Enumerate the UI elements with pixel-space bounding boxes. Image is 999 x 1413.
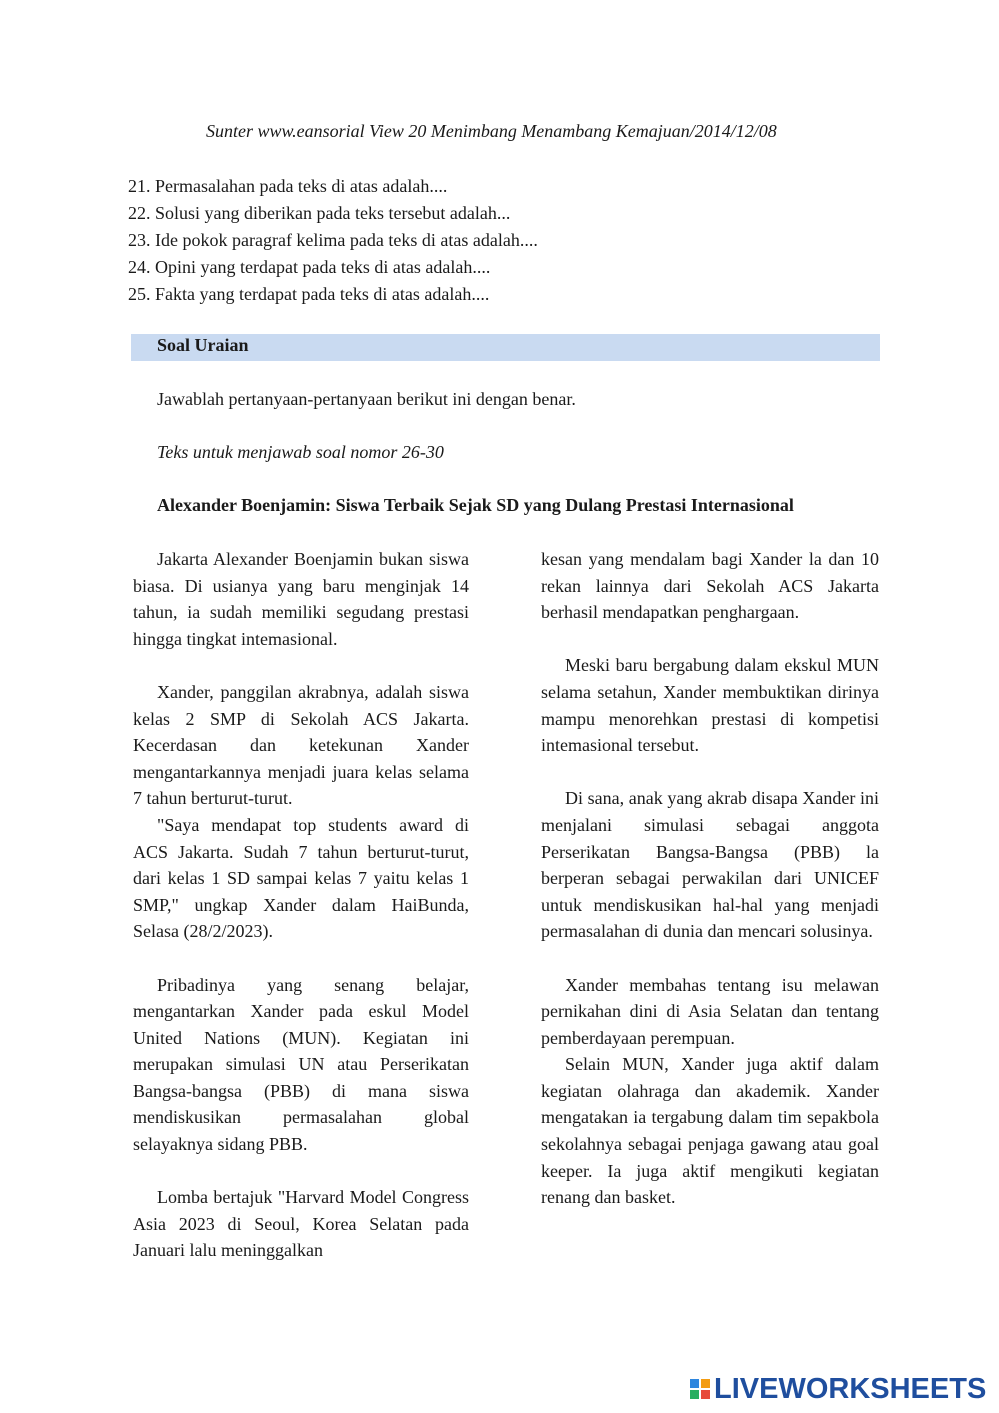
question-item: 21. Permasalahan pada teks di atas adalah.... [128, 176, 448, 196]
article-paragraph: Jakarta Alexander Boenjamin bukan siswa biasa. Di usianya yang baru menginjak 14 tahun, ia sudah memiliki segudang prestasi hingga tingkat intemasional. [133, 549, 469, 649]
article-paragraph: Xander membahas tentang isu melawan pernikahan dini di Asia Selatan dan tentang pemberdayaan perempuan. [541, 974, 879, 1048]
logo-text: LIVEWORKSHEETS [714, 1372, 987, 1405]
article-paragraph: Di sana, anak yang akrab disapa Xander ini menjalani simulasi sebagai anggota Perserikatan Bangsa-Bangsa (PBB) la berperan sebagai perwakilan dari UNICEF untuk mendiskusikan hal-hal yang menjadi permasalahan di dunia dan mencari solusinya. [541, 788, 879, 942]
question-item: 25. Fakta yang terdapat pada teks di atas adalah.... [128, 284, 490, 304]
article-paragraph: kesan yang mendalam bagi Xander la dan 10 rekan lainnya dari Sekolah ACS Jakarta berhasil mendapatkan penghargaan. [541, 549, 879, 623]
article-paragraph: "Saya mendapat top students award di ACS Jakarta. Sudah 7 tahun berturut-turut, dari kelas 1 SD sampai kelas 7 yaitu kelas 1 SMP," ungkap Xander dalam HaiBunda, Selasa (28/2/2023). [133, 814, 469, 942]
section-header-bar [131, 334, 880, 361]
article-paragraph: Xander, panggilan akrabnya, adalah siswa kelas 2 SMP di Sekolah ACS Jakarta. Kecerdasan dan ketekunan Xander mengantarkannya menjadi juara kelas selama 7 tahun berturut-turut. [133, 681, 469, 809]
liveworksheets-logo[interactable] [690, 1374, 986, 1404]
source-line: Sunter www.eansorial View 20 Menimbang Menambang Kemajuan/2014/12/08 [206, 121, 777, 141]
question-item: 23. Ide pokok paragraf kelima pada teks di atas adalah.... [128, 230, 538, 250]
article-paragraph: Pribadinya yang senang belajar, mengantarkan Xander pada eskul Model United Nations (MUN). Kegiatan ini merupakan simulasi UN atau Perserikatan Bangsa-bangsa (PBB) di mana siswa mendiskusikan permasalahan global selayaknya sidang PBB. [133, 974, 469, 1155]
question-list [128, 175, 538, 310]
text-reference: Teks untuk menjawab soal nomor 26-30 [157, 442, 444, 462]
section-instruction: Jawablah pertanyaan-pertanyaan berikut ini dengan benar. [157, 389, 576, 409]
question-item: 22. Solusi yang diberikan pada teks tersebut adalah... [128, 203, 511, 223]
question-item: 24. Opini yang terdapat pada teks di atas adalah.... [128, 257, 491, 277]
section-title: Soal Uraian [157, 335, 249, 355]
liveworksheets-logo-icon [690, 1379, 710, 1399]
article-column-right [541, 546, 879, 1211]
article-paragraph: Selain MUN, Xander juga aktif dalam kegiatan olahraga dan akademik. Xander mengatakan ia tergabung dalam tim sepakbola sekolahnya sebagai penjaga gawang atau goal keeper. Ia juga aktif mengikuti kegiatan renang dan basket. [541, 1054, 879, 1208]
article-paragraph: Meski baru bergabung dalam ekskul MUN selama setahun, Xander membuktikan dirinya mampu menorehkan prestasi di kompetisi intemasional tersebut. [541, 655, 879, 756]
article-column-left [133, 546, 469, 1264]
article-title: Alexander Boenjamin: Siswa Terbaik Sejak SD yang Dulang Prestasi Internasional [157, 495, 794, 515]
article-paragraph: Lomba bertajuk "Harvard Model Congress Asia 2023 di Seoul, Korea Selatan pada Januari lalu meninggalkan [133, 1187, 469, 1261]
